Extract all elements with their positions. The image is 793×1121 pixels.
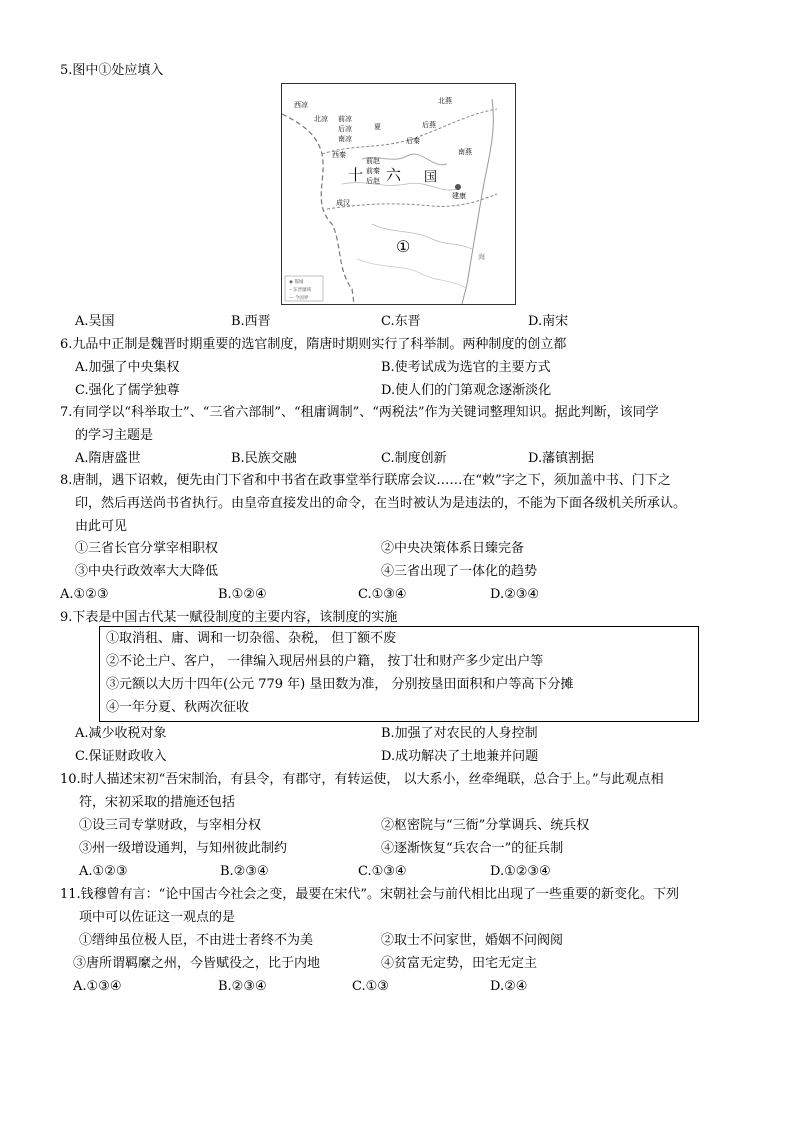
q11-option-c[interactable]: C.①③	[352, 979, 389, 994]
map-label-shi: 十	[348, 166, 364, 184]
map-label-xia: 夏	[374, 123, 381, 131]
q10-option-d[interactable]: D.①②③④	[490, 864, 551, 879]
map-label-beiliang: 北凉	[314, 115, 328, 123]
map-label-houqin: 后秦	[406, 137, 420, 145]
q11-statement-2: ②取士不问家世，婚姻不问阀阅	[381, 933, 564, 948]
question-7-stem-line1: 7.有同学以“科举取士”、“三省六部制”、“租庸调制”、“两税法”作为关键词整理知识。据此判断，该同学	[60, 405, 659, 420]
map-label-qianliang: 前凉	[338, 115, 352, 123]
q7-option-b[interactable]: B.民族交融	[231, 451, 297, 466]
map-label-houyan: 后燕	[422, 121, 436, 129]
map-label-qianqin: 前秦	[366, 167, 380, 175]
svg-text:┄ 东晋疆域: ┄ 东晋疆域	[289, 288, 312, 293]
q8-option-a[interactable]: A.①②③	[60, 587, 109, 602]
q8-option-b[interactable]: B.①②④	[218, 587, 267, 602]
q8-option-d[interactable]: D.②③④	[490, 587, 540, 602]
map-label-beiyan: 北燕	[438, 97, 452, 105]
q7-option-c[interactable]: C.制度创新	[381, 451, 447, 466]
map-label-xiliang: 西凉	[294, 101, 308, 109]
question-11-stem-line2: 项中可以佐证这一观点的是	[79, 910, 236, 925]
table-row: ②不论土户、客户， 一律编入现居州县的户籍， 按丁壮和财产多少定出户等	[106, 654, 544, 669]
q7-option-a[interactable]: A.隋唐盛世	[75, 451, 141, 466]
q9-option-b[interactable]: B.加强了对农民的人身控制	[381, 726, 538, 741]
question-7-stem-line2: 的学习主题是	[75, 428, 154, 443]
q6-option-a[interactable]: A.加强了中央集权	[75, 360, 180, 375]
map-label-guo: 国	[424, 170, 438, 185]
map-label-qianzhao: 前赵	[366, 157, 380, 165]
q10-statement-2: ②枢密院与“三衙”分掌调兵、统兵权	[381, 818, 590, 833]
q9-option-d[interactable]: D.成功解决了土地兼并问题	[381, 749, 539, 764]
table-row: ④一年分夏、秋两次征收	[106, 700, 250, 715]
map-label-houliang: 后凉	[338, 125, 352, 133]
q8-statement-1: ①三省长官分掌宰相职权	[75, 541, 219, 556]
map-label-chenghan: 成汉	[336, 199, 350, 207]
q5-option-a[interactable]: A.吴国	[75, 314, 115, 329]
question-11-stem-line1: 11.钱穆曾有言：“论中国古今社会之变，最要在宋代”。宋朝社会与前代相比出现了一些重要的新变化。下列	[60, 887, 679, 902]
map-label-nanliang: 南凉	[338, 135, 352, 143]
q10-option-b[interactable]: B.②③④	[220, 864, 269, 879]
map-label-nanyan: 南燕	[458, 148, 472, 156]
q10-option-a[interactable]: A.①②③	[79, 864, 128, 879]
q5-option-c[interactable]: C.东晋	[381, 314, 421, 329]
question-10-stem-line2: 符，宋初采取的措施还包括	[79, 795, 236, 810]
question-10-stem-line1: 10.时人描述宋初“吾宋制治，有县令，有郡守，有转运使， 以大系小，丝牵绳联，总合于上。”与此观点相	[60, 772, 664, 787]
q6-option-c[interactable]: C.强化了儒学独尊	[75, 383, 180, 398]
q11-option-d[interactable]: D.②④	[490, 979, 528, 994]
table-row: ③元额以大历十四年(公元 779 年) 垦田数为准， 分别按垦田面积和户等高下分摊	[106, 677, 574, 692]
map-label-liu: 六	[386, 166, 402, 184]
q6-option-b[interactable]: B.使考试成为选官的主要方式	[381, 360, 551, 375]
question-8-stem-line1: 8.唐制，遇下诏敕，便先由门下省和中书省在政事堂举行联席会议……在“敕”字之下，须加盖中书、门下之	[60, 473, 671, 488]
q5-option-d[interactable]: D.南宋	[528, 314, 569, 329]
q8-statement-4: ④三省出现了一体化的趋势	[381, 564, 538, 579]
map-label-xiqin: 西秦	[332, 151, 346, 159]
svg-text:— 今国界: — 今国界	[289, 296, 309, 301]
q10-statement-4: ④逐渐恢复“兵农合一”的征兵制	[381, 841, 564, 856]
q11-statement-1: ①缙绅虽位极人臣，不由进士者终不为美	[79, 933, 314, 948]
map-label-blank-1: ①	[396, 237, 411, 256]
q8-statement-3: ③中央行政效率大大降低	[75, 564, 219, 579]
q11-statement-4: ④贫富无定势，田宅无定主	[381, 956, 538, 971]
question-5-stem: 5.图中①处应填入	[60, 63, 164, 78]
sixteen-kingdoms-map	[281, 83, 516, 305]
map-label-houzhao: 后赵	[366, 177, 380, 185]
question-6-stem: 6.九品中正制是魏晋时期重要的选官制度，隋唐时期则实行了科举制。两种制度的创立都	[60, 337, 567, 352]
q5-option-b[interactable]: B.西晋	[231, 314, 271, 329]
table-row: ①取消租、庸、调和一切杂徭、杂税， 但丁额不废	[106, 631, 397, 646]
q9-option-a[interactable]: A.减少收税对象	[75, 726, 167, 741]
question-8-stem-line2: 印，然后再送尚书省执行。由皇帝直接发出的命令，在当时被认为是违法的，不能为下面各级机关所承认。	[75, 496, 687, 511]
q10-statement-1: ①设三司专掌财政，与宰相分权	[79, 818, 262, 833]
q11-option-a[interactable]: A.①③④	[73, 979, 122, 994]
q10-statement-3: ③州一级增设通判，与知州彼此制约	[79, 841, 288, 856]
question-8-stem-line3: 由此可见	[75, 519, 128, 534]
q11-statement-3: ③唐所谓羁縻之州，今皆赋役之，比于内地	[73, 956, 321, 971]
q9-option-c[interactable]: C.保证财政收入	[75, 749, 167, 764]
map-label-sea: 海	[478, 253, 485, 261]
question-9-stem: 9.下表是中国古代某一赋役制度的主要内容，该制度的实施	[60, 610, 398, 625]
q8-statement-2: ②中央决策体系日臻完备	[381, 541, 525, 556]
map-label-jiankang: 建康	[452, 192, 466, 200]
q7-option-d[interactable]: D.藩镇割据	[528, 451, 595, 466]
q8-option-c[interactable]: C.①③④	[358, 587, 407, 602]
q11-option-b[interactable]: B.②③④	[218, 979, 267, 994]
tax-system-table	[99, 626, 699, 722]
svg-text:◉ 都城: ◉ 都城	[289, 280, 304, 285]
q10-option-c[interactable]: C.①③④	[358, 864, 407, 879]
q6-option-d[interactable]: D.使人们的门第观念逐渐淡化	[381, 383, 552, 398]
